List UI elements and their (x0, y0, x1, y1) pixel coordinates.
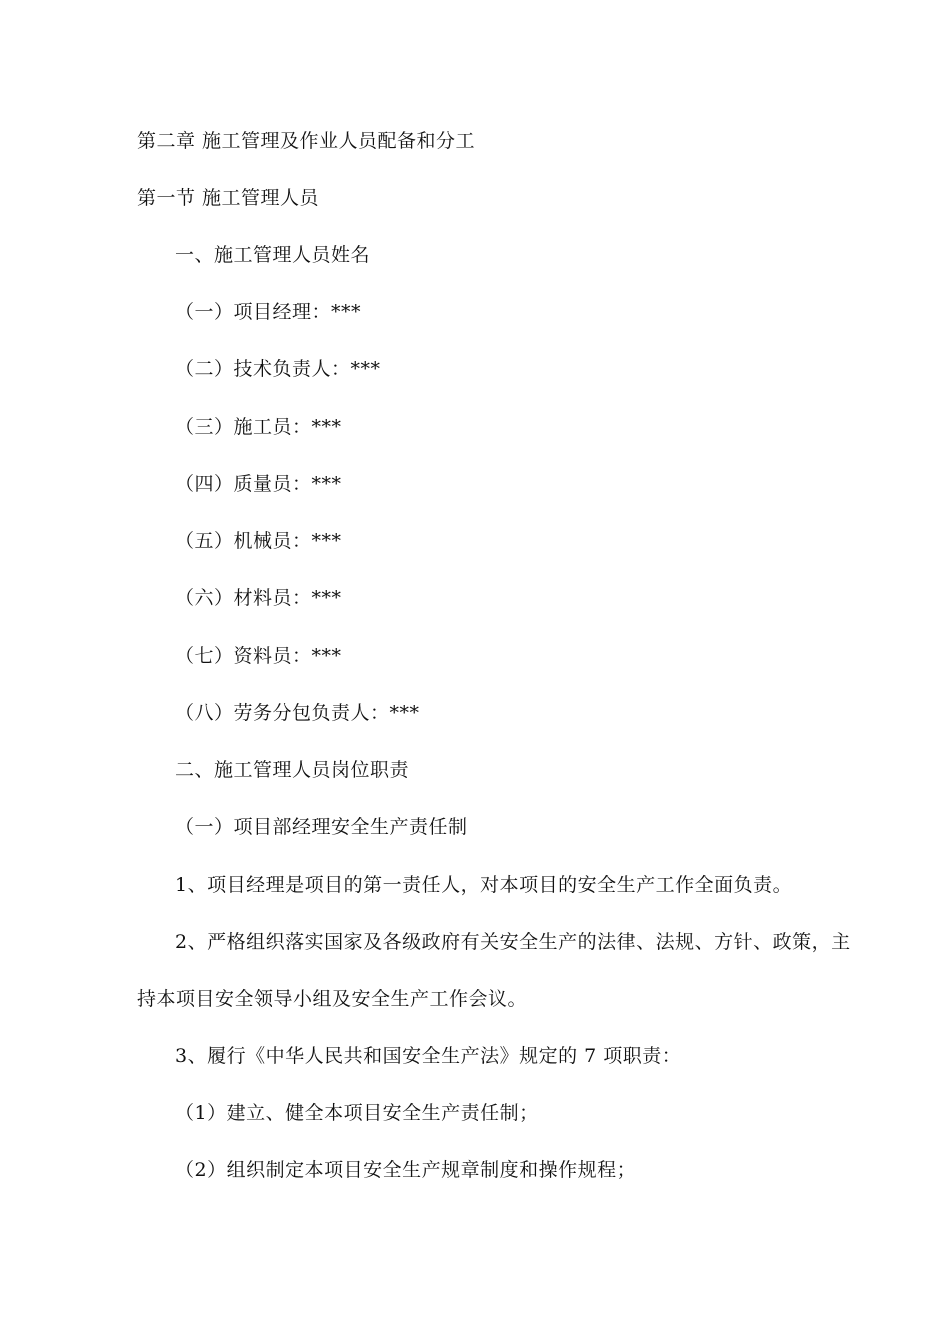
staff-item: （六）材料员：*** (175, 587, 342, 609)
paragraph-item: 2、严格组织落实国家及各级政府有关安全生产的法律、法规、方针、政策，主 (175, 931, 851, 953)
staff-item: （五）机械员：*** (175, 530, 342, 552)
paragraph-item: 3、履行《中华人民共和国安全生产法》规定的 7 项职责： (175, 1045, 682, 1067)
staff-item: （一）项目经理：*** (175, 301, 362, 323)
chapter-title: 第二章 施工管理及作业人员配备和分工 (137, 130, 476, 152)
staff-item: （二）技术负责人：*** (175, 358, 381, 380)
paragraph-continuation: 持本项目安全领导小组及安全生产工作会议。 (137, 988, 528, 1010)
staff-item: （三）施工员：*** (175, 416, 342, 438)
part1-heading: 一、施工管理人员姓名 (175, 244, 371, 266)
paragraph-item: （1）建立、健全本项目安全生产责任制； (175, 1102, 539, 1124)
paragraph-item: 1、项目经理是项目的第一责任人，对本项目的安全生产工作全面负责。 (175, 874, 793, 896)
sub1-heading: （一）项目部经理安全生产责任制 (175, 816, 468, 838)
paragraph-item: （2）组织制定本项目安全生产规章制度和操作规程； (175, 1159, 637, 1181)
staff-item: （八）劳务分包负责人：*** (175, 702, 420, 724)
part2-heading: 二、施工管理人员岗位职责 (175, 759, 410, 781)
staff-item: （四）质量员：*** (175, 473, 342, 495)
staff-item: （七）资料员：*** (175, 645, 342, 667)
section-title: 第一节 施工管理人员 (137, 187, 320, 209)
